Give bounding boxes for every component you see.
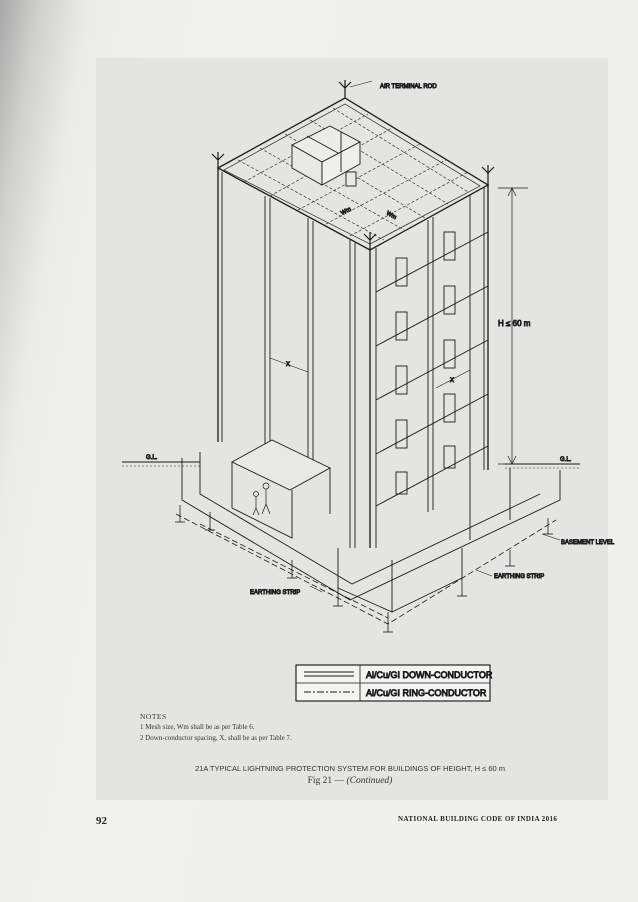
ground-level	[122, 440, 580, 612]
running-title: NATIONAL BUILDING CODE OF INDIA 2016	[398, 815, 558, 823]
basement-level-label: BASEMENT LEVEL	[561, 540, 615, 546]
legend-ring-conductor-label: Al/Cu/GI RING-CONDUCTOR	[366, 688, 487, 698]
figure-caption: 21A TYPICAL LIGHTNING PROTECTION SYSTEM FOR BUILDINGS OF HEIGHT, H ≤ 60 m	[194, 764, 505, 773]
air-terminal-rod-label: AIR TERMINAL ROD	[380, 84, 437, 90]
figure-number	[160, 776, 540, 786]
building-body	[218, 168, 488, 548]
page-number: 92	[96, 815, 107, 827]
spacing-x-label-b: X	[450, 378, 455, 384]
earthing-strip-left-label: EARTHING STRIP	[250, 590, 301, 596]
note-1: 1 Mesh size, Wm shall be as per Table 6.	[140, 723, 255, 731]
earthing-strip-right-label: EARTHING STRIP	[494, 574, 545, 580]
note-2: 2 Down-conductor spacing, X, shall be as per Table 7.	[140, 734, 292, 742]
notes-heading: NOTES	[140, 712, 167, 721]
leader-lines	[310, 534, 560, 592]
mesh-size-label-a: Wm	[340, 206, 353, 217]
spacing-x-label-a: X	[286, 362, 291, 368]
figure-number-text: Fig 21 —	[307, 776, 345, 786]
height-label: H ≤ 60 m	[498, 319, 531, 328]
gl-right-label: G.L.	[560, 457, 572, 463]
earth-electrodes	[175, 505, 553, 632]
gl-left-label: G.L.	[146, 455, 158, 461]
roof	[218, 98, 488, 250]
legend-down-conductor-label: Al/Cu/GI DOWN-CONDUCTOR	[366, 670, 493, 680]
people-figures	[253, 483, 270, 515]
mesh-size-label-b: Wm	[385, 210, 398, 222]
notes-block	[140, 711, 520, 744]
figure-continued-text: (Continued)	[346, 776, 393, 786]
